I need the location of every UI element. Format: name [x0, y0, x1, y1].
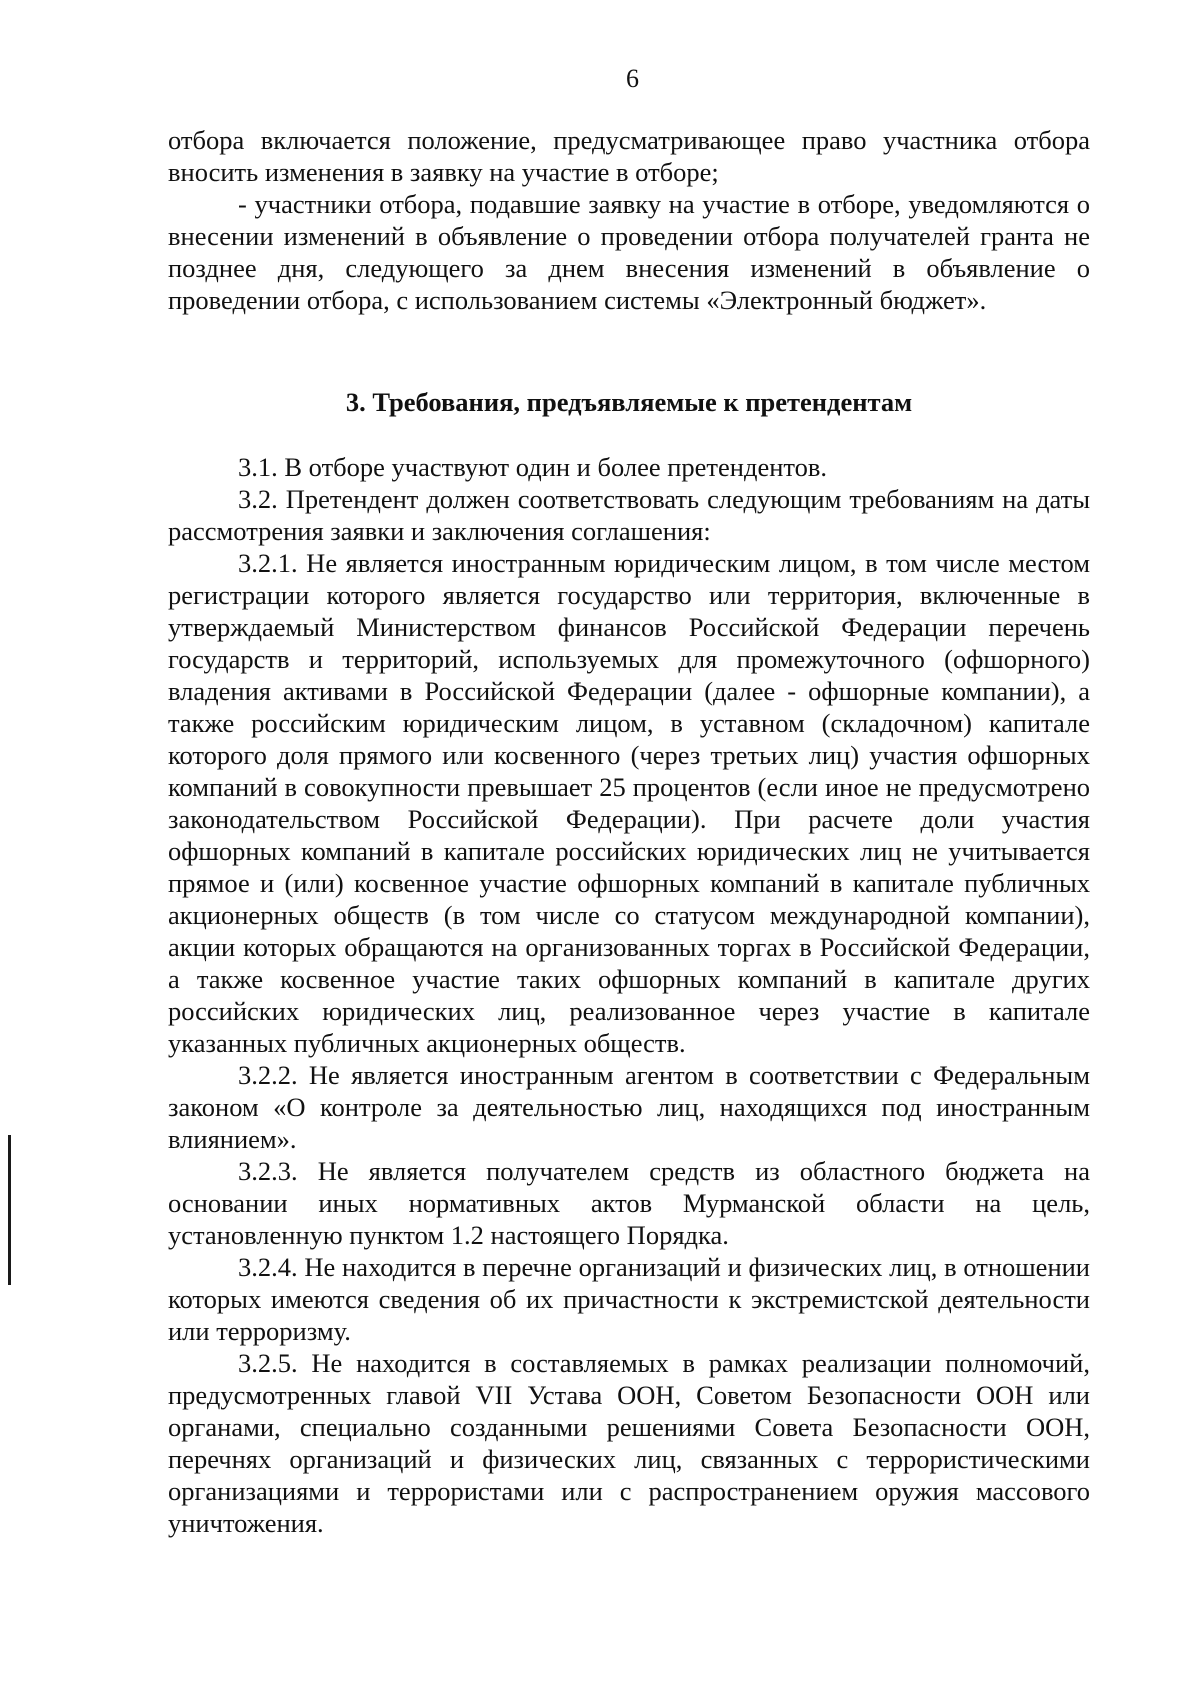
clause-3-2: 3.2. Претендент должен соответствовать следующим требованиям на даты рассмотрения заявки и заключения соглашения:: [168, 484, 1090, 546]
clause-3-1: 3.1. В отборе участвуют один и более претендентов.: [238, 452, 828, 482]
intro-block: [168, 124, 1090, 316]
paragraph-continuation: отбора включается положение, предусматривающее право участника отбора вносить изменения в заявку на участие в отборе;: [168, 125, 1090, 187]
page-number: 6: [626, 64, 639, 93]
clause-3-2-3: 3.2.3. Не является получателем средств из областного бюджета на основании иных нормативных актов Мурманской области на цель, установленную пунктом 1.2 настоящего Порядка.: [168, 1156, 1090, 1250]
clauses-block: [168, 451, 1090, 1539]
scan-margin-line: [8, 1135, 11, 1285]
section-heading: 3. Требования, предъявляемые к претендентам: [345, 387, 913, 417]
clause-3-2-5: 3.2.5. Не находится в составляемых в рамках реализации полномочий, предусмотренных главой VII Устава ООН, Советом Безопасности ООН или органами, специально созданными решениями Совета Безопасности ООН, перечнях организаций и физических лиц, связанных с террористическими организациями и террористами или с распространением оружия массового уничтожения.: [168, 1348, 1090, 1538]
clause-3-2-2: 3.2.2. Не является иностранным агентом в соответствии с Федеральным законом «О контроле за деятельностью лиц, находящихся под иностранным влиянием».: [168, 1060, 1090, 1154]
clause-3-2-1: 3.2.1. Не является иностранным юридическим лицом, в том числе местом регистрации которого является государство или территория, включенные в утверждаемый Министерством финансов Российской Федерации перечень государств и территорий, используемых для промежуточного (офшорного) владения активами в Российской Федерации (далее - офшорные компании), а также российским юридическим лицом, в уставном (складочном) капитале которого доля прямого или косвенного (через третьих лиц) участия офшорных компаний в совокупности превышает 25 процентов (если иное не предусмотрено законодательством Российской Федерации). При расчете доли участия офшорных компаний в капитале российских юридических лиц не учитывается прямое и (или) косвенное участие офшорных компаний в капитале публичных акционерных обществ (в том числе со статусом международной компании), акции которых обращаются на организованных торгах в Российской Федерации, а также косвенное участие таких офшорных компаний в капитале других российских юридических лиц, реализованное через участие в капитале указанных публичных акционерных обществ.: [168, 548, 1090, 1058]
clause-3-2-4: 3.2.4. Не находится в перечне организаций и физических лиц, в отношении которых имеются сведения об их причастности к экстремистской деятельности или терроризму.: [168, 1252, 1090, 1346]
paragraph-notification: - участники отбора, подавшие заявку на участие в отборе, уведомляются о внесении изменений в объявление о проведении отбора получателей гранта не позднее дня, следующего за днем внесения изменений в объявление о проведении отбора, с использованием системы «Электронный бюджет».: [168, 189, 1090, 315]
